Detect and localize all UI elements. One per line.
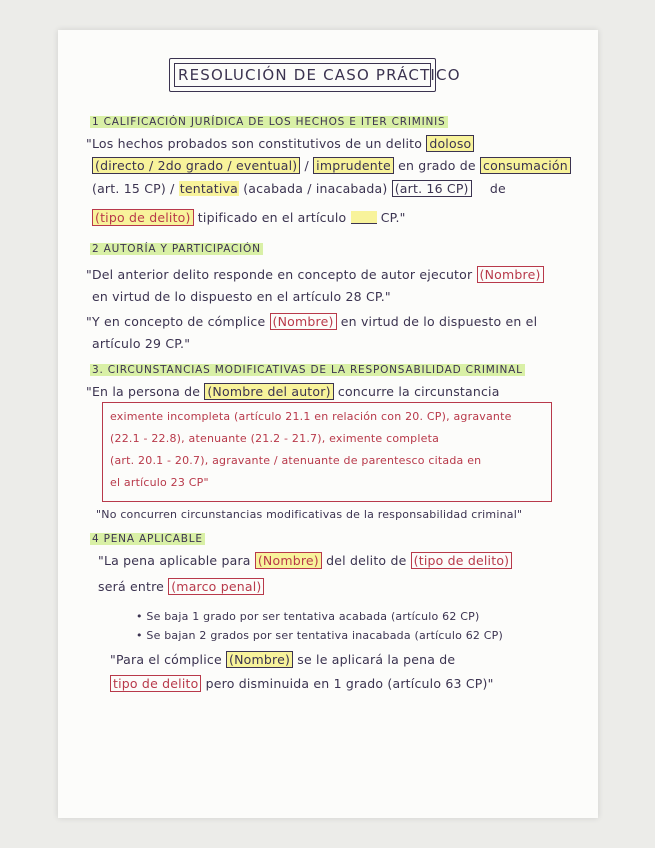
section-4-heading: 4 PENA APLICABLE xyxy=(92,533,203,545)
box-imprudente: imprudente xyxy=(313,157,394,174)
box-tipo-delito-complice: tipo de delito xyxy=(110,675,201,692)
box-tipo-delito: (tipo de delito) xyxy=(92,209,194,226)
section-3-line-2: eximente incompleta (artículo 21.1 en relación con 20. CP), agravante xyxy=(110,410,512,423)
section-3-line-6: "No concurren circunstancias modificativas de la responsabilidad criminal" xyxy=(96,508,523,521)
box-marco-penal: (marco penal) xyxy=(168,578,264,595)
section-1-line-1: "Los hechos probados son constitutivos de un delito doloso xyxy=(86,136,474,151)
box-doloso: doloso xyxy=(426,135,474,152)
bullet-tentativa-inacabada: • Se bajan 2 grados por ser tentativa inacabada (artículo 62 CP) xyxy=(136,629,503,642)
box-art-16: (art. 16 CP) xyxy=(392,180,472,197)
section-4-line-4: tipo de delito pero disminuida en 1 grado (artículo 63 CP)" xyxy=(110,676,494,691)
section-4-line-2: será entre (marco penal) xyxy=(98,579,264,594)
section-2-line-1: "Del anterior delito responde en concepto de autor ejecutor (Nombre) xyxy=(86,267,544,282)
paper-sheet xyxy=(58,30,598,818)
section-2-line-2: en virtud de lo dispuesto en el artículo 28 CP." xyxy=(92,289,391,304)
section-3-line-4: (art. 20.1 - 20.7), agravante / atenuante de parentesco citada en xyxy=(110,454,482,467)
box-nombre-complice-2: (Nombre) xyxy=(226,651,293,668)
box-nombre-pena: (Nombre) xyxy=(255,552,322,569)
box-consumacion: consumación xyxy=(480,157,571,174)
box-nombre-complice: (Nombre) xyxy=(270,313,337,330)
section-2-line-4: artículo 29 CP." xyxy=(92,336,191,351)
box-tipo-delito-pena: (tipo de delito) xyxy=(411,552,513,569)
bullet-tentativa-acabada: • Se baja 1 grado por ser tentativa acabada (artículo 62 CP) xyxy=(136,610,480,623)
section-4-line-1: "La pena aplicable para (Nombre) del delito de (tipo de delito) xyxy=(98,553,512,568)
section-1-line-3: (art. 15 CP) / tentativa (acabada / inacabada) (art. 16 CP) de xyxy=(92,181,506,196)
section-3-line-3: (22.1 - 22.8), atenuante (21.2 - 21.7), eximente completa xyxy=(110,432,440,445)
section-1-line-2: (directo / 2do grado / eventual) / imprudente en grado de consumación xyxy=(92,158,571,173)
section-4-line-3: "Para el cómplice (Nombre) se le aplicará la pena de xyxy=(110,652,456,667)
section-2-line-3: "Y en concepto de cómplice (Nombre) en virtud de lo dispuesto en el xyxy=(86,314,538,329)
section-1-heading: 1 CALIFICACIÓN JURÍDICA DE LOS HECHOS E ITER CRIMINIS xyxy=(92,116,446,128)
section-3-line-1: "En la persona de (Nombre del autor) concurre la circunstancia xyxy=(86,384,500,399)
box-nombre-autor: (Nombre) xyxy=(477,266,544,283)
section-3-line-5: el artículo 23 CP" xyxy=(110,476,209,489)
blank-article-field xyxy=(351,211,377,224)
section-3-heading: 3. CIRCUNSTANCIAS MODIFICATIVAS DE LA RESPONSABILIDAD CRIMINAL xyxy=(92,364,523,376)
section-2-heading: 2 AUTORÍA Y PARTICIPACIÓN xyxy=(92,243,261,255)
section-1-line-4: (tipo de delito) tipificado en el artículo CP." xyxy=(92,210,406,225)
page-title: RESOLUCIÓN DE CASO PRÁCTICO xyxy=(178,66,461,84)
box-nombre-autor-2: (Nombre del autor) xyxy=(204,383,333,400)
box-dolo-tipos: (directo / 2do grado / eventual) xyxy=(92,157,300,174)
